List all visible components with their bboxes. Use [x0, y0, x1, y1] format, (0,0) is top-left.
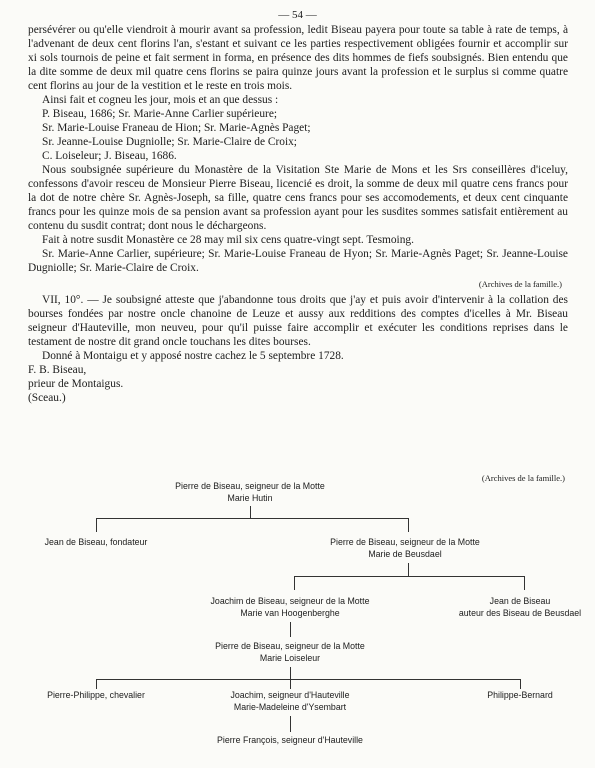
paragraph-donne: Donné à Montaigu et y apposé nostre cachez le 5 septembre 1728.	[42, 350, 344, 362]
tree-line	[290, 716, 291, 732]
signature-line: P. Biseau, 1686; Sr. Marie-Anne Carlier supérieure;	[42, 108, 278, 120]
tree-line	[290, 679, 291, 689]
page-number: — 54 —	[278, 9, 317, 21]
tree-line	[96, 518, 97, 532]
source-note: (Archives de la famille.)	[478, 279, 562, 289]
tree-node-gen5-mid: Joachim, seigneur d'Hauteville Marie-Madeleine d'Ysembart	[230, 690, 350, 712]
tree-line	[96, 679, 520, 680]
tree-node-gen1: Pierre de Biseau, seigneur de la Motte Marie Hutin	[175, 481, 325, 503]
signature-line: Sr. Marie-Louise Franeau de Hion; Sr. Marie-Agnès Paget;	[42, 122, 311, 134]
tree-line	[250, 506, 251, 518]
tree-line	[96, 518, 408, 519]
tree-line	[96, 679, 97, 689]
tree-node-gen3-right: Jean de Biseau auteur des Biseau de Beusdael	[458, 596, 582, 618]
tree-line	[524, 576, 525, 590]
signature-line: C. Loiseleur; J. Biseau, 1686.	[42, 150, 177, 162]
paragraph: persévérer ou qu'elle viendroit à mourir avant sa profession, ledit Biseau payera pour toute sa table à rate de temps, à l'advenant de deux cent florins l'an, s'estant et suivant ce les parties respectivement obligées fournir et accomplir sur xi sols tournois de peine et fait serment in forma, en présence des dits hommes de fiefs soubsignés. Bien entendu que la dite somme de deux mil quatre cens florins se paira quinze jours avant la profession et le surplus si comme quatre cent florins au jour de la vestition et le reste en trois mois.	[28, 24, 568, 92]
paragraph-ainsi: Ainsi fait et cogneu les jour, mois et an que dessus :	[42, 94, 279, 106]
tree-line	[294, 576, 295, 590]
tree-line	[408, 563, 409, 576]
tree-node-gen3-left: Joachim de Biseau, seigneur de la Motte Marie van Hoogenberghe	[210, 596, 370, 618]
paragraph-nous: Nous soubsignée supérieure du Monastère de la Visitation Ste Marie de Mons et les Srs conseillères d'iceluy, confessons d'avoir resceu de Monsieur Pierre Biseau, licencié es droit, la somme de deux mil quatre cens francs pour la dot de notre chère Sr. Agnès-Joseph, sa fille, quatre cens francs pour ses accomodements, et deux cent cinquante francs pour les quinze mois de sa pension avant sa profession ayant pour les susdites sommes satisfait entièrement au contenu du susdit contrat; dont nous le déchargeons.	[28, 164, 568, 232]
seal-note: (Sceau.)	[28, 392, 66, 404]
tree-line	[290, 667, 291, 679]
signature-title: prieur de Montaigus.	[28, 378, 124, 390]
paragraph-fait: Fait à notre susdit Monastère ce 28 may mil six cens quatre-vingt sept. Tesmoing.	[42, 234, 414, 246]
tree-line	[290, 622, 291, 637]
tree-node-gen5-right: Philippe-Bernard	[487, 690, 553, 700]
tree-line	[408, 518, 409, 532]
tree-node-gen6: Pierre François, seigneur d'Hauteville	[217, 735, 363, 745]
tree-line	[294, 576, 524, 577]
tree-node-gen5-left: Pierre-Philippe, chevalier	[47, 690, 145, 700]
paragraph-signatories: Sr. Marie-Anne Carlier, supérieure; Sr. Marie-Louise Franeau de Hyon; Sr. Marie-Agnès Paget; Sr. Jeanne-Louise Dugniolle; Sr. Marie-Claire de Croix.	[28, 248, 568, 274]
paragraph-vii: VII, 10°. — Je soubsigné atteste que j'abandonne tous droits que j'ay et puis avoir d'intervenir à la collation des bourses fondées par nostre oncle chanoine de Leuze et aussy aux redditions des comptes d'icelles à Mr. Biseau seigneur d'Hauteville, mon neuveu, pour qu'il puisse faire accomplir et exécuter les conditions reprises dans le testament de nostre dit grand oncle touchans les dites bourses.	[28, 294, 568, 348]
tree-node-gen2-left: Jean de Biseau, fondateur	[44, 537, 148, 547]
tree-node-gen4: Pierre de Biseau, seigneur de la Motte Marie Loiseleur	[215, 641, 365, 663]
source-note-2: (Archives de la famille.)	[481, 473, 565, 483]
signature-line: Sr. Jeanne-Louise Dugniolle; Sr. Marie-Claire de Croix;	[42, 136, 297, 148]
signature-name: F. B. Biseau,	[28, 364, 87, 376]
tree-node-gen2-right: Pierre de Biseau, seigneur de la Motte Marie de Beusdael	[330, 537, 480, 559]
tree-line	[520, 679, 521, 689]
